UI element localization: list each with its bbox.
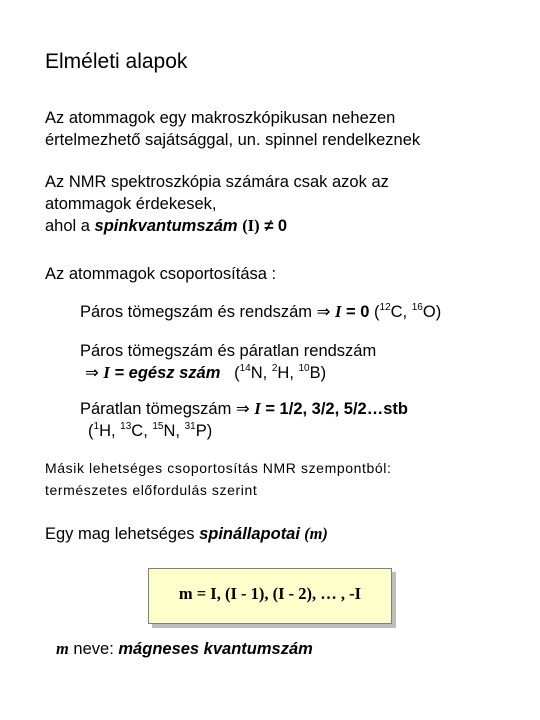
isotope-mass: 1	[93, 421, 100, 432]
item-2-symbol: I	[103, 363, 110, 382]
magnetic-quantum-number-term: mágneses kvantumszám	[118, 640, 313, 658]
isotope-mass: 2	[271, 363, 278, 374]
isotope-symbol: B)	[309, 364, 327, 382]
implies-arrow: ⇒	[316, 303, 331, 321]
nmr-line-3	[45, 215, 389, 237]
item-1-value: = 0	[341, 303, 370, 321]
isotope-mass: 10	[298, 363, 310, 374]
isotope-symbol: N,	[163, 422, 185, 440]
item-2-line-2	[80, 362, 376, 384]
item-1-examples-open: (	[369, 303, 380, 321]
formula-box	[148, 568, 392, 624]
m-symbol: m	[56, 639, 69, 658]
magnetic-quantum-formula: m = I, (I - 1), (I - 2), … , -I	[178, 584, 362, 603]
grouping-heading: Az atommagok csoportosítása :	[45, 265, 277, 283]
grouping-item-2	[80, 340, 376, 384]
spin-symbol: (I)	[242, 216, 260, 235]
implies-arrow: ⇒	[235, 400, 250, 418]
isotope-mass: 13	[120, 421, 132, 432]
m-name-line	[56, 638, 313, 660]
spin-states-prefix: Egy mag lehetséges	[45, 525, 200, 543]
item-2-value: = egész szám	[109, 364, 221, 382]
item-3-line-1	[80, 398, 408, 420]
item-3-symbol: I	[254, 399, 261, 418]
item-3-value: = 1/2, 3/2, 5/2…stb	[260, 400, 408, 418]
item-3-line-2	[80, 420, 408, 442]
isotope-mass: 14	[239, 363, 251, 374]
intro-line-1: Az atommagok egy makroszkópikusan nehezen	[45, 109, 396, 127]
m-name-prefix: neve:	[68, 640, 119, 658]
isotope-symbol: H,	[277, 364, 299, 382]
item-1-symbol: I	[335, 302, 342, 321]
isotope-mass: 16	[411, 302, 423, 313]
spin-quantum-number-term: spinkvantumszám	[94, 217, 238, 235]
item-2-line-1: Páros tömegszám és páratlan rendszám	[80, 342, 377, 360]
isotope-mass: 31	[184, 421, 196, 432]
isotope-symbol: O)	[422, 303, 442, 321]
isotope-symbol: H,	[99, 422, 121, 440]
spin-condition: ≠ 0	[264, 217, 288, 235]
alt-grouping-line-1: Másik lehetséges csoportosítás NMR szempontból:	[45, 460, 392, 476]
nmr-line-1: Az NMR spektroszkópia számára csak azok az	[45, 173, 389, 191]
nmr-line-2: atommagok érdekesek,	[45, 195, 217, 213]
item-3-text: Páratlan tömegszám	[80, 400, 236, 418]
nmr-line-3-prefix: ahol a	[45, 217, 95, 235]
isotope-symbol: P)	[195, 422, 213, 440]
nmr-paragraph	[45, 171, 389, 237]
item-3-examples-open: (	[88, 422, 94, 440]
implies-arrow: ⇒	[85, 364, 99, 382]
isotope-mass: 15	[152, 421, 164, 432]
spin-states-symbol: (m)	[299, 524, 328, 543]
isotope-mass: 12	[379, 302, 391, 313]
isotope-symbol: C,	[390, 303, 412, 321]
intro-paragraph	[45, 107, 420, 151]
intro-line-2: értelmezhető sajátsággal, un. spinnel rendelkeznek	[45, 131, 421, 149]
spin-states-term: spinállapotai	[199, 525, 300, 543]
spin-states-line	[45, 523, 328, 545]
isotope-symbol: C,	[131, 422, 153, 440]
item-2-examples-open: (	[220, 364, 240, 382]
alt-grouping-line-2: természetes előfordulás szerint	[45, 482, 258, 498]
alt-grouping-note	[45, 457, 391, 501]
grouping-item-3	[80, 398, 408, 442]
grouping-item-1	[80, 301, 441, 323]
item-1-text: Páros tömegszám és rendszám	[80, 303, 317, 321]
isotope-symbol: N,	[250, 364, 272, 382]
page-title: Elméleti alapok	[45, 50, 188, 73]
